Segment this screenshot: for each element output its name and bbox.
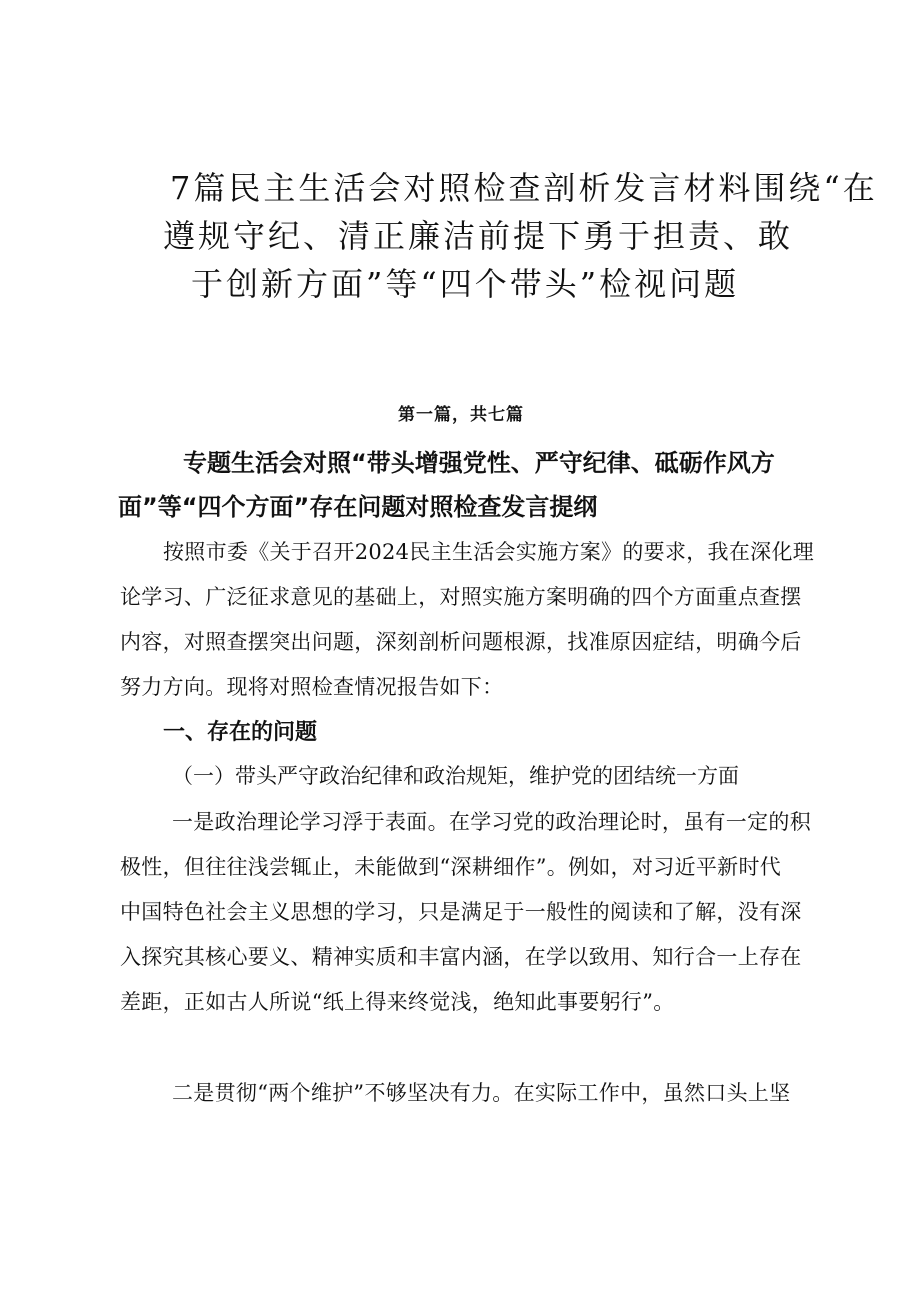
intro-line-4: 努力方向。现将对照检查情况报告如下： [120, 675, 504, 699]
para1-line-3: 中国特色社会主义思想的学习，只是满足于一般性的阅读和了解，没有深 [120, 900, 802, 924]
title-line-2: 遵规守纪、清正廉洁前提下勇于担责、敢 [163, 217, 794, 255]
title-line-3: 于创新方面”等“四个带头”检视问题 [191, 265, 740, 303]
heading-political-discipline: （一）带头严守政治纪律和政治规矩，维护党的团结统一方面 [172, 764, 739, 788]
para1-line-5: 差距，正如古人所说“纸上得来终觉浅，绝知此事要躬行”。 [120, 990, 675, 1014]
para2-line-1: 二是贯彻“两个维护”不够坚决有力。在实际工作中，虽然口头上坚 [172, 1081, 791, 1105]
para1-line-2: 极性，但往往浅尝辄止，未能做到“深耕细作”。例如，对习近平新时代 [120, 855, 782, 879]
section-label: 第一篇，共七篇 [398, 405, 524, 425]
subtitle-line-2: 面”等“四个方面”存在问题对照检查发言提纲 [118, 493, 598, 521]
para1-line-4: 入探究其核心要义、精神实质和丰富内涵，在学以致用、知行合一上存在 [120, 945, 802, 969]
title-line-1: 7篇民主生活会对照检查剖析发言材料围绕“在 [170, 169, 878, 207]
intro-line-2: 论学习、广泛征求意见的基础上，对照实施方案明确的四个方面重点查摆 [120, 585, 802, 609]
subtitle-line-1: 专题生活会对照“带头增强党性、严守纪律、砥砺作风方 [183, 449, 775, 477]
para1-line-1: 一是政治理论学习浮于表面。在学习党的政治理论时，虽有一定的积 [172, 810, 811, 834]
intro-line-1: 按照市委《关于召开2024民主生活会实施方案》的要求，我在深化理 [163, 540, 815, 564]
intro-line-3: 内容，对照查摆突出问题，深刻剖析问题根源，找准原因症结，明确今后 [120, 630, 802, 654]
heading-existing-problems: 一、存在的问题 [163, 720, 318, 745]
